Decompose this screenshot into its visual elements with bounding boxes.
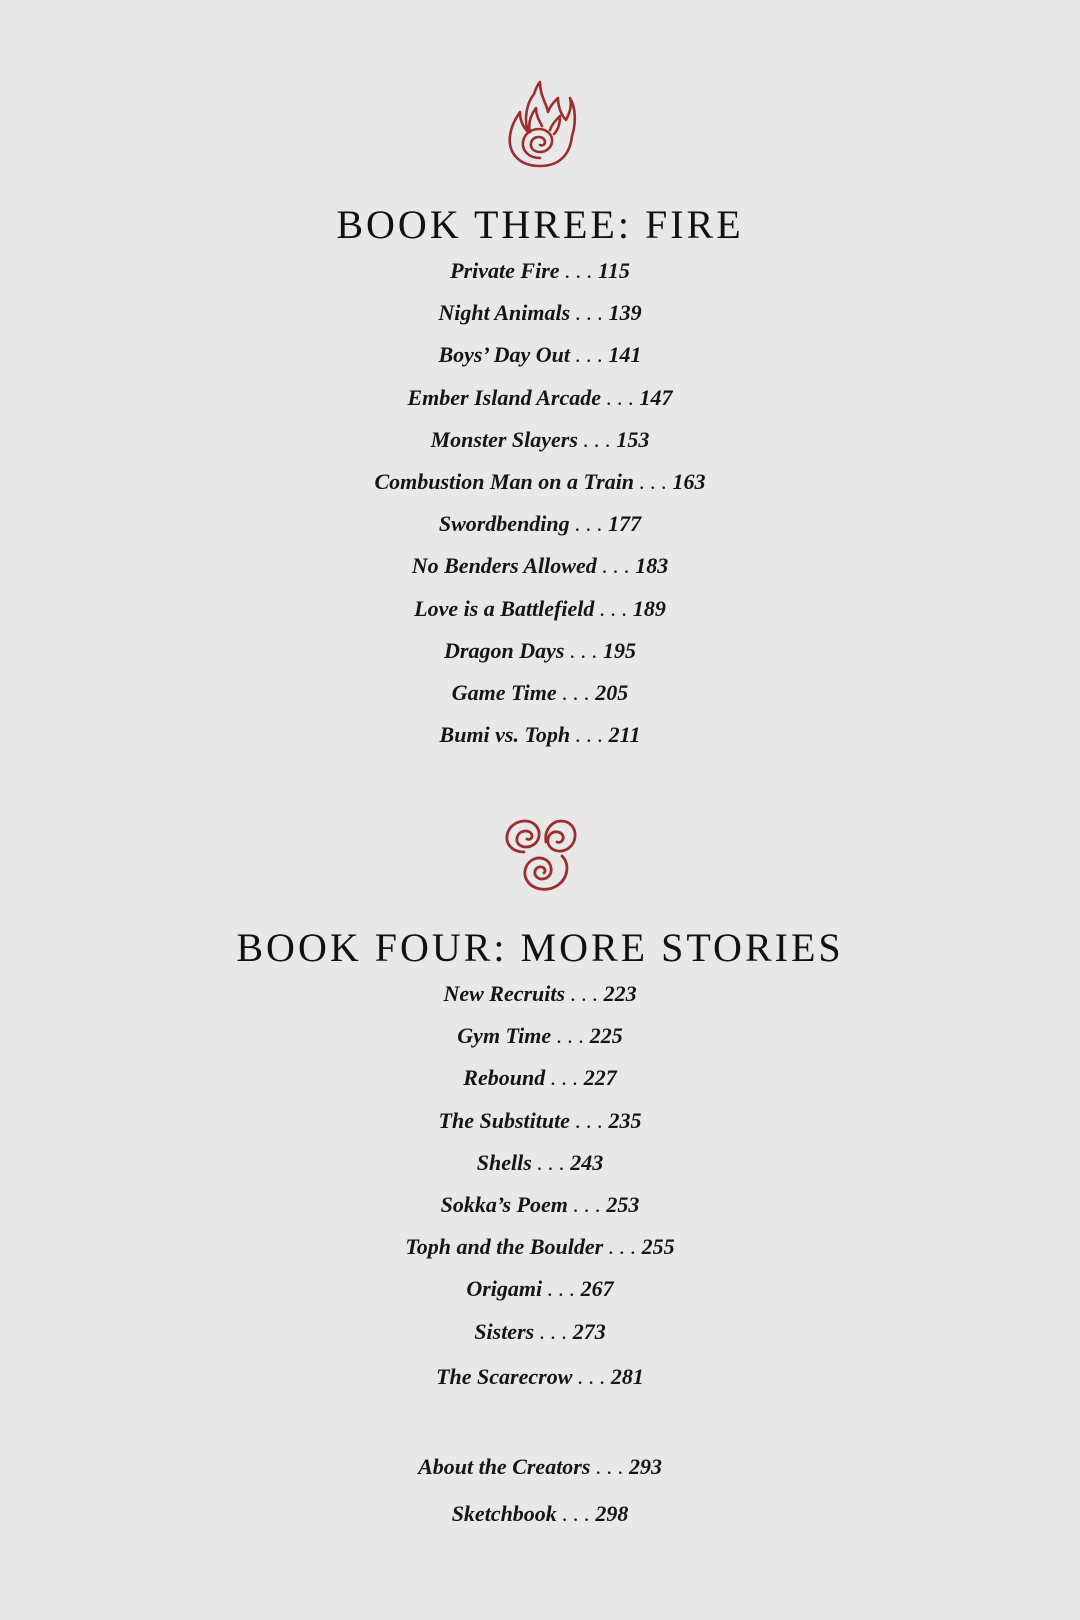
toc-entry[interactable] — [0, 1232, 1080, 1274]
toc-entry[interactable] — [0, 298, 1080, 340]
toc-entry[interactable] — [0, 1362, 1080, 1404]
toc-entry[interactable] — [0, 425, 1080, 467]
toc-entry-page: 163 — [672, 468, 706, 494]
toc-separator: . . . — [577, 426, 617, 452]
toc-separator: . . . — [590, 1454, 629, 1479]
toc-entry-title: Night Animals — [438, 300, 571, 326]
toc-entry-page: 211 — [608, 722, 641, 748]
toc-entry-page: 273 — [572, 1318, 606, 1344]
toc-entry-title: Dragon Days — [444, 637, 565, 663]
toc-separator: . . . — [594, 595, 633, 621]
toc-entry-page: 235 — [608, 1107, 642, 1133]
toc-separator: . . . — [559, 258, 599, 283]
toc-entry-title: Love is a Battlefield — [414, 595, 595, 621]
toc-separator: . . . — [542, 1276, 581, 1302]
toc-entry-page: 225 — [589, 1023, 623, 1049]
fire-nation-emblem-icon — [500, 80, 580, 170]
toc-entry-title: Bumi vs. Toph — [439, 722, 571, 748]
toc-separator: . . . — [596, 553, 636, 579]
toc-entry-title: Private Fire — [450, 258, 560, 283]
air-nomad-emblem-icon — [498, 812, 582, 894]
toc-entry-page: 115 — [598, 258, 630, 283]
toc-entry-page: 227 — [583, 1065, 617, 1091]
toc-entry-page: 281 — [610, 1363, 644, 1389]
toc-entry-page: 267 — [580, 1276, 614, 1302]
toc-separator: . . . — [545, 1065, 584, 1091]
toc-entry[interactable] — [0, 1274, 1080, 1316]
toc-entry[interactable] — [0, 1063, 1080, 1105]
toc-separator: . . . — [570, 342, 609, 368]
toc-entry-page: 205 — [595, 679, 629, 705]
toc-entry[interactable] — [0, 720, 1080, 762]
toc-entry[interactable] — [0, 1190, 1080, 1232]
toc-entry-title: About the Creators — [418, 1454, 591, 1479]
toc-entry-page: 141 — [608, 342, 642, 368]
toc-entry-title: Sokka’s Poem — [440, 1191, 568, 1217]
toc-entry[interactable] — [0, 1106, 1080, 1148]
toc-entry-page: 189 — [632, 595, 666, 621]
toc-entry[interactable] — [0, 509, 1080, 551]
toc-entry[interactable] — [0, 636, 1080, 678]
toc-entry-title: The Scarecrow — [436, 1363, 573, 1389]
toc-entry-title: Rebound — [463, 1065, 546, 1091]
toc-entry[interactable] — [0, 1452, 1080, 1499]
toc-list-book-three — [0, 256, 1080, 762]
toc-separator: . . . — [569, 511, 609, 537]
toc-entry[interactable] — [0, 467, 1080, 509]
toc-separator: . . . — [601, 384, 640, 410]
toc-entry-title: Sketchbook — [451, 1501, 557, 1526]
toc-entry-page: 153 — [616, 426, 650, 452]
toc-separator: . . . — [570, 722, 609, 748]
section-title-book-three: BOOK THREE: FIRE — [336, 202, 744, 247]
toc-entry-page: 195 — [602, 637, 636, 663]
toc-entry-title: Shells — [476, 1149, 532, 1175]
toc-separator: . . . — [603, 1234, 642, 1260]
toc-entry-title: Combustion Man on a Train — [374, 468, 635, 494]
toc-entry-page: 293 — [628, 1454, 662, 1479]
toc-entry-title: Monster Slayers — [430, 426, 578, 452]
toc-entry-page: 139 — [608, 300, 642, 326]
toc-separator: . . . — [565, 981, 604, 1006]
toc-entry[interactable] — [0, 256, 1080, 298]
toc-entry-page: 183 — [635, 553, 669, 579]
toc-entry-page: 147 — [639, 384, 673, 410]
toc-separator: . . . — [556, 1501, 596, 1526]
toc-entry-page: 298 — [595, 1501, 629, 1526]
toc-entry[interactable] — [0, 1148, 1080, 1190]
toc-entry[interactable] — [0, 551, 1080, 593]
toc-entry[interactable] — [0, 594, 1080, 636]
toc-entry-title: No Benders Allowed — [411, 553, 597, 579]
toc-separator: . . . — [531, 1149, 571, 1175]
toc-entry-title: The Substitute — [438, 1107, 570, 1133]
toc-separator: . . . — [551, 1023, 590, 1049]
section-title-book-four: BOOK FOUR: MORE STORIES — [236, 925, 844, 970]
toc-entry[interactable] — [0, 1021, 1080, 1063]
toc-entry-title: Toph and the Boulder — [405, 1234, 604, 1260]
toc-separator: . . . — [569, 1107, 609, 1133]
toc-entry-page: 255 — [641, 1234, 675, 1260]
toc-separator: . . . — [567, 1191, 607, 1217]
toc-entry-title: Game Time — [451, 679, 557, 705]
toc-entry-title: Swordbending — [438, 511, 570, 537]
toc-separator: . . . — [534, 1318, 573, 1344]
toc-separator: . . . — [572, 1363, 611, 1389]
toc-separator: . . . — [634, 468, 673, 494]
toc-list-book-four — [0, 979, 1080, 1404]
toc-entry-page: 223 — [603, 981, 637, 1006]
toc-entry-title: Boys’ Day Out — [438, 342, 571, 368]
toc-entry-page: 177 — [608, 511, 642, 537]
toc-entry-page: 243 — [570, 1149, 604, 1175]
toc-entry-title: Ember Island Arcade — [407, 384, 602, 410]
toc-entry[interactable] — [0, 678, 1080, 720]
toc-entry[interactable] — [0, 979, 1080, 1021]
toc-separator: . . . — [556, 679, 596, 705]
toc-list-extras — [0, 1452, 1080, 1546]
toc-entry[interactable] — [0, 1317, 1080, 1362]
toc-entry-title: New Recruits — [443, 981, 566, 1006]
toc-entry[interactable] — [0, 383, 1080, 425]
toc-entry-title: Origami — [466, 1276, 543, 1302]
toc-separator: . . . — [570, 300, 609, 326]
toc-separator: . . . — [564, 637, 603, 663]
toc-entry[interactable] — [0, 340, 1080, 382]
toc-entry-title: Sisters — [474, 1318, 535, 1344]
toc-entry[interactable] — [0, 1499, 1080, 1546]
toc-entry-page: 253 — [606, 1191, 640, 1217]
toc-entry-title: Gym Time — [457, 1023, 552, 1049]
